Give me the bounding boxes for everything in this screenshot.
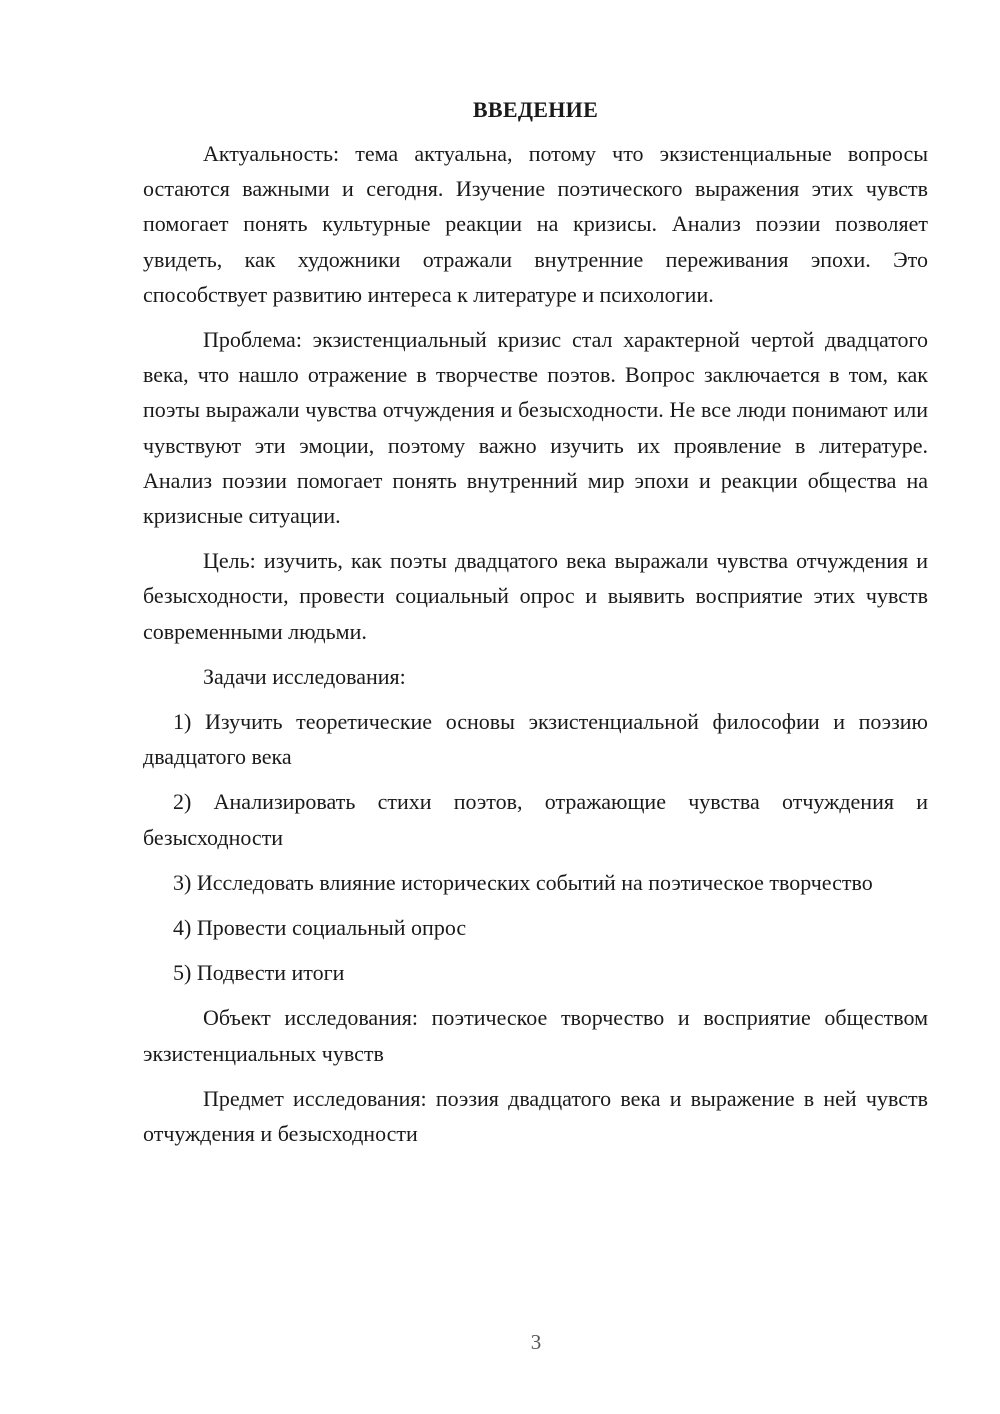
relevance-paragraph: Актуальность: тема актуальна, потому что экзистенциальные вопросы остаются важными и сегодня. Изучение поэтического выражения этих чувств помогает понять культурные реакции на кризисы. Анализ поэзии позволяет увидеть, как художники отражали внутренние переживания эпохи. Это способствует развитию интереса к литературе и психологии. [143, 141, 928, 307]
task-item: 5) Подвести итоги [173, 960, 345, 986]
problem-paragraph: Проблема: экзистенциальный кризис стал характерной чертой двадцатого века, что нашло отражение в творчестве поэтов. Вопрос заключается в том, как поэты выражали чувства отчуждения и безысходности. Не все люди понимают или чувствуют эти эмоции, поэтому важно изучить их проявление в литературе. Анализ поэзии помогает понять внутренний мир эпохи и реакции общества на кризисные ситуации. [143, 327, 928, 529]
task-item: 4) Провести социальный опрос [173, 915, 467, 941]
tasks-list [143, 704, 928, 990]
page-number: 3 [530, 1330, 542, 1354]
document-page [143, 92, 928, 1161]
task-item: 1) Изучить теоретические основы экзистенциальной философии и поэзию двадцатого века [143, 709, 928, 770]
task-item: 2) Анализировать стихи поэтов, отражающие чувства отчуждения и безысходности [143, 789, 928, 850]
task-item: 3) Исследовать влияние исторических событий на поэтическое творчество [173, 869, 873, 895]
research-subject-paragraph: Предмет исследования: поэзия двадцатого века и выражение в ней чувств отчуждения и безысходности [143, 1085, 928, 1147]
tasks-heading: Задачи исследования: [203, 663, 406, 689]
goal-paragraph: Цель: изучить, как поэты двадцатого века выражали чувства отчуждения и безысходности, провести социальный опрос и выявить восприятие этих чувств современными людьми. [143, 548, 928, 644]
section-title: ВВЕДЕНИЕ [472, 97, 599, 122]
research-object-paragraph: Объект исследования: поэтическое творчество и восприятие обществом экзистенциальных чувств [143, 1005, 928, 1066]
